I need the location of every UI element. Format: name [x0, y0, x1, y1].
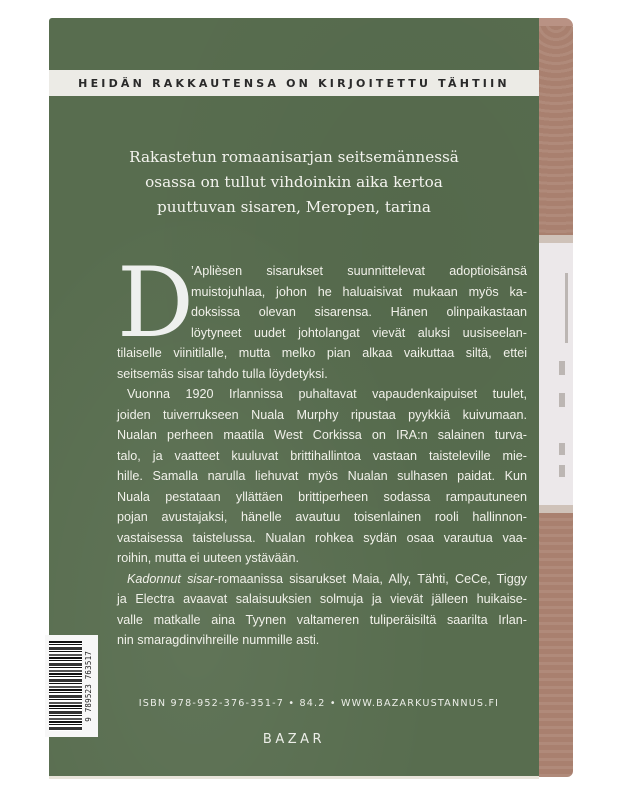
text-line: vastaisessa taistelussa. Nualan rohkea sydän osaa varautua vaa- [117, 530, 527, 545]
tagline-band [49, 70, 539, 96]
text-line: roihin, mutta ei uuteen ystävään. [117, 551, 300, 565]
series-title: Kadonnut sisar [127, 571, 214, 586]
text-line: pojan avustajaksi, hänelle avautuu toisenlainen rooli hallinnon- [117, 510, 527, 524]
barcode-icon [49, 641, 82, 731]
intro-line: puuttuvan sisaren, Meropen, tarina [157, 198, 431, 216]
spine-label-band [539, 235, 573, 513]
isbn-line: ISBN 978-952-376-351-7 • 84.2 • WWW.BAZARKUSTANNUS.FI [138, 698, 500, 709]
book-back-cover [49, 18, 539, 778]
paragraph-3 [117, 569, 527, 651]
text-line: hille. Samalla narulla liehuvat myös Nualan sulhasen paidat. Kun [117, 469, 527, 483]
cover-bottom-edge [49, 776, 539, 779]
text-line: Nuala pestataan yllättäen brittiperheen sodassa rampautuneen [117, 489, 527, 504]
paragraph-1 [117, 247, 527, 384]
text-line: tilaiselle viinitilalle, mutta melko pian alkaa vaikuttaa siltä, ettei [117, 346, 527, 360]
intro-line: Rakastetun romaanisarjan seitsemännessä [129, 148, 459, 166]
barcode-label [45, 635, 98, 737]
paragraph-2 [117, 384, 527, 569]
text-line: nin smaragdinvihreille nummille asti. [117, 633, 320, 647]
intro-blurb [89, 145, 499, 220]
description [117, 247, 528, 651]
text-line: joiden tuiverrukseen Nuala Murphy ripustaa pyykkiä kuivumaan. [117, 407, 527, 422]
tagline: HEIDÄN RAKKAUTENSA ON KIRJOITETTU TÄHTIIN [78, 76, 510, 90]
text-line: valle matkalle aina Tyynen valtameren tuliperäisiltä saarilta Irlan- [117, 612, 527, 627]
spine-ornament-icon [565, 273, 568, 343]
intro-line: osassa on tullut vihdoinkin aika kertoa [145, 173, 443, 191]
text-line: seitsemäs sisar tahdo tulla löydetyksi. [117, 366, 328, 381]
dropcap-letter: D [117, 247, 194, 359]
spine-text-fragment [559, 443, 565, 455]
text-line: talo, ja vaatteet kuuluvat brittihallintoa vastaan taisteleville mie- [117, 448, 527, 463]
spine-text-fragment [559, 361, 565, 375]
text-fragment: -romaanissa sisarukset Maia, Ally, Tähti, CeCe, Tiggy [213, 571, 528, 586]
text-line: Vuonna 1920 Irlannissa puhaltavat vapaudenkaipuiset tuulet, [127, 387, 527, 401]
text-line [117, 569, 527, 590]
text-line: ’Aplièsen sisarukset suunnittelevat adoptioisänsä [191, 264, 527, 278]
text-line: doksissa olevan sisarensa. Hänen olinpaikastaan [191, 305, 527, 319]
text-line: ja Electra avaavat salaisuuksien solmuja ja vievät jälleen huikaise- [117, 592, 527, 606]
text-line: muistojuhlaa, johon he haluaisivat mukaan myös ka- [191, 284, 527, 299]
text-line: Nualan perheen maatila West Corkissa on IRA:n salainen turva- [117, 428, 527, 442]
spine-top-cap [539, 18, 573, 26]
publisher-logo: BAZAR [262, 732, 326, 747]
text-line: löytyneet uudet johtolangat vievät aluksi uusiseelan- [191, 325, 527, 340]
spine-text-fragment [559, 465, 565, 477]
book-spine [539, 22, 573, 777]
barcode-digits: 9 789523 763517 [84, 650, 93, 722]
spine-text-fragment [559, 393, 565, 407]
